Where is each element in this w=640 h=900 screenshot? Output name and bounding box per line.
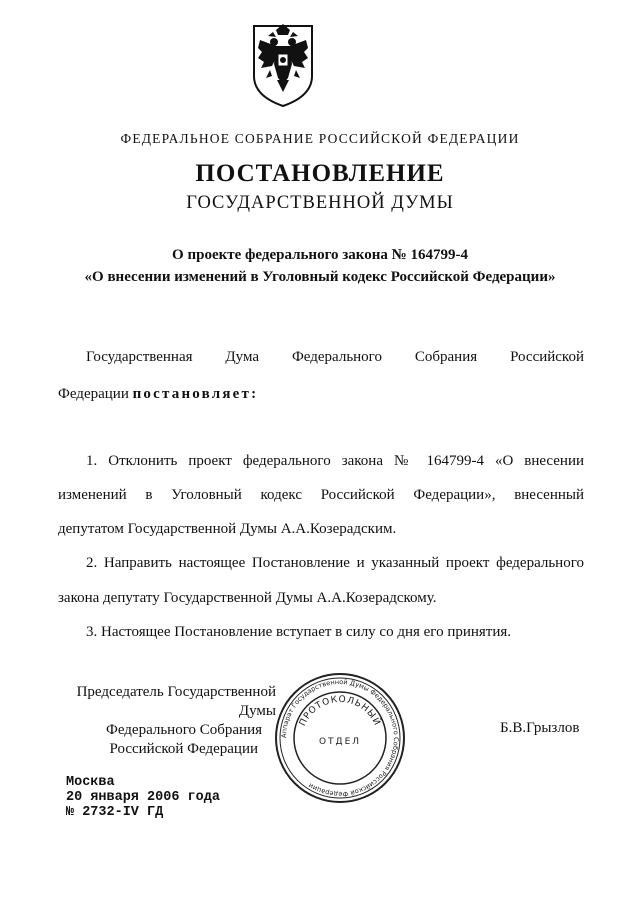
seal-top-text: ПРОТОКОЛЬНЫЙ (297, 694, 383, 728)
item-1-line-1: 1. Отклонить проект федерального закона № 164799-4 «О внесении (86, 453, 584, 469)
chair-line-1: Председатель Государственной Думы (76, 684, 276, 719)
document-subject (0, 244, 640, 288)
document-subtitle: ГОСУДАРСТВЕННОЙ ДУМЫ (186, 193, 454, 213)
item-2-line-2: закона депутату Государственной Думы А.А.Козерадскому. (58, 590, 437, 606)
subject-line-2: «О внесении изменений в Уголовный кодекс Российской Федерации» (84, 269, 556, 285)
item-3-line-1: 3. Настоящее Постановление вступает в силу со дня его принятия. (86, 624, 512, 640)
assembly-name: ФЕДЕРАЛЬНОЕ СОБРАНИЕ РОССИЙСКОЙ ФЕДЕРАЦИИ (120, 131, 520, 146)
coat-of-arms-icon (246, 18, 320, 108)
official-seal-stamp (272, 670, 408, 806)
seal-ring-text: Аппарат Государственной Думы Федерального Собрания Российской Федерации (279, 677, 401, 799)
item-1-line-3: депутатом Государственной Думы А.А.Козерадским. (58, 521, 397, 537)
footer-date: 20 января 2006 года (66, 790, 220, 805)
chair-line-3: Российской Федерации (109, 741, 258, 757)
preamble-subject: Федерации (58, 386, 129, 402)
chair-line-2: Федерального Собрания (105, 722, 262, 738)
chair-title (56, 683, 276, 759)
subject-line-1: О проекте федерального закона № 164799-4 (172, 247, 468, 263)
document-title: ПОСТАНОВЛЕНИЕ (195, 160, 445, 187)
document-footer (66, 775, 220, 820)
seal-center-text: ОТДЕЛ (318, 737, 362, 747)
item-2-line-1: 2. Направить настоящее Постановление и указанный проект федерального (86, 555, 584, 571)
footer-number: № 2732-IV ГД (66, 805, 164, 820)
item-1-line-2: изменений в Уголовный кодекс Российской Федерации», внесенный (58, 487, 584, 503)
preamble-verb: постановляет: (132, 386, 259, 402)
footer-city: Москва (66, 775, 115, 790)
preamble-line-2 (58, 386, 258, 403)
signer-name: Б.В.Грызлов (500, 720, 580, 736)
preamble-line-1: Государственная Дума Федерального Собрания Российской (86, 349, 584, 365)
